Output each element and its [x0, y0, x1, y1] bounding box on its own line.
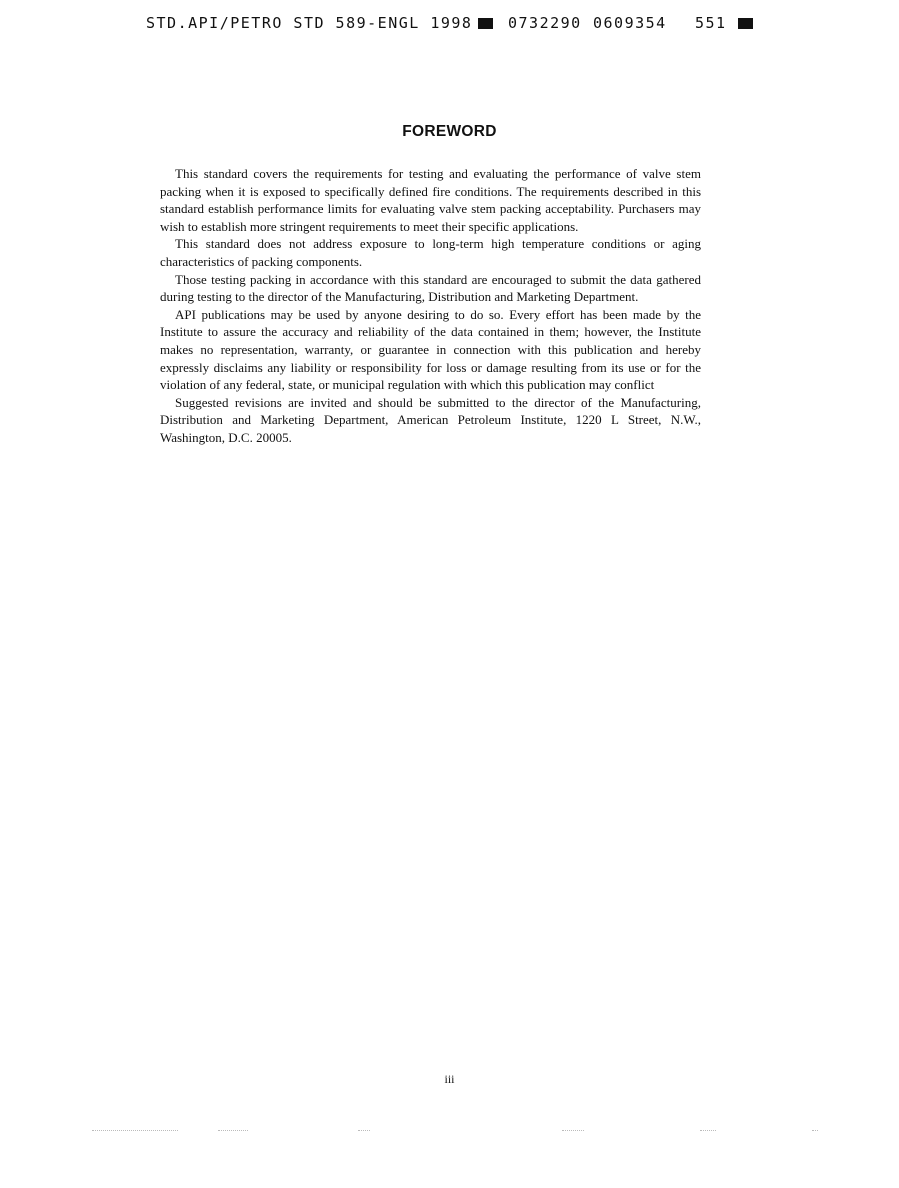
paragraph: This standard covers the requirements for testing and evaluating the performance of valve stem packing when it is exposed to specifically defined fire conditions. The requirements described in this standard establish performance limits for evaluating valve stem packing acceptability. Purchasers may wish to establish more stringent requirements to meet their specific applications.	[160, 166, 701, 234]
header-block-mark	[738, 18, 753, 29]
header-block-mark	[478, 18, 493, 29]
paragraph: This standard does not address exposure to long-term high temperature conditions or aging characteristics of packing components.	[160, 236, 701, 269]
paragraph: Those testing packing in accordance with this standard are encouraged to submit the data gathered during testing to the director of the Manufacturing, Distribution and Marketing Department.	[160, 271, 701, 305]
paragraph: API publications may be used by anyone desiring to do so. Every effort has been made by the Institute to assure the accuracy and reliability of the data contained in them; however, the Institute makes no representation, warranty, or guarantee in connection with this publication and hereby expressly disclaims any liability or responsibility for loss or damage resulting from its use or for the violation of any federal, state, or municipal regulation with which this publication may conflict	[160, 306, 701, 393]
foreword-body	[160, 165, 701, 447]
scan-artifact	[812, 1130, 818, 1132]
paragraph: Suggested revisions are invited and should be submitted to the director of the Manufacturing, Distribution and Marketing Department, American Petroleum Institute, 1220 L Street, N.W., Washington, D.C. 20005.	[160, 394, 701, 445]
scan-artifact	[218, 1130, 248, 1132]
header-code-1: 0732290	[508, 14, 582, 32]
header-code-3: 551	[695, 14, 727, 32]
scan-artifact	[700, 1130, 716, 1132]
page-number: iii	[444, 1072, 455, 1086]
header-code-2: 0609354	[593, 14, 667, 32]
header-standard-id: STD.API/PETRO STD 589-ENGL 1998	[146, 14, 473, 32]
page-title: FOREWORD	[402, 123, 497, 140]
scan-artifact	[358, 1130, 370, 1132]
scan-artifact	[562, 1130, 584, 1132]
document-header	[0, 14, 899, 36]
scan-artifact	[92, 1130, 178, 1132]
